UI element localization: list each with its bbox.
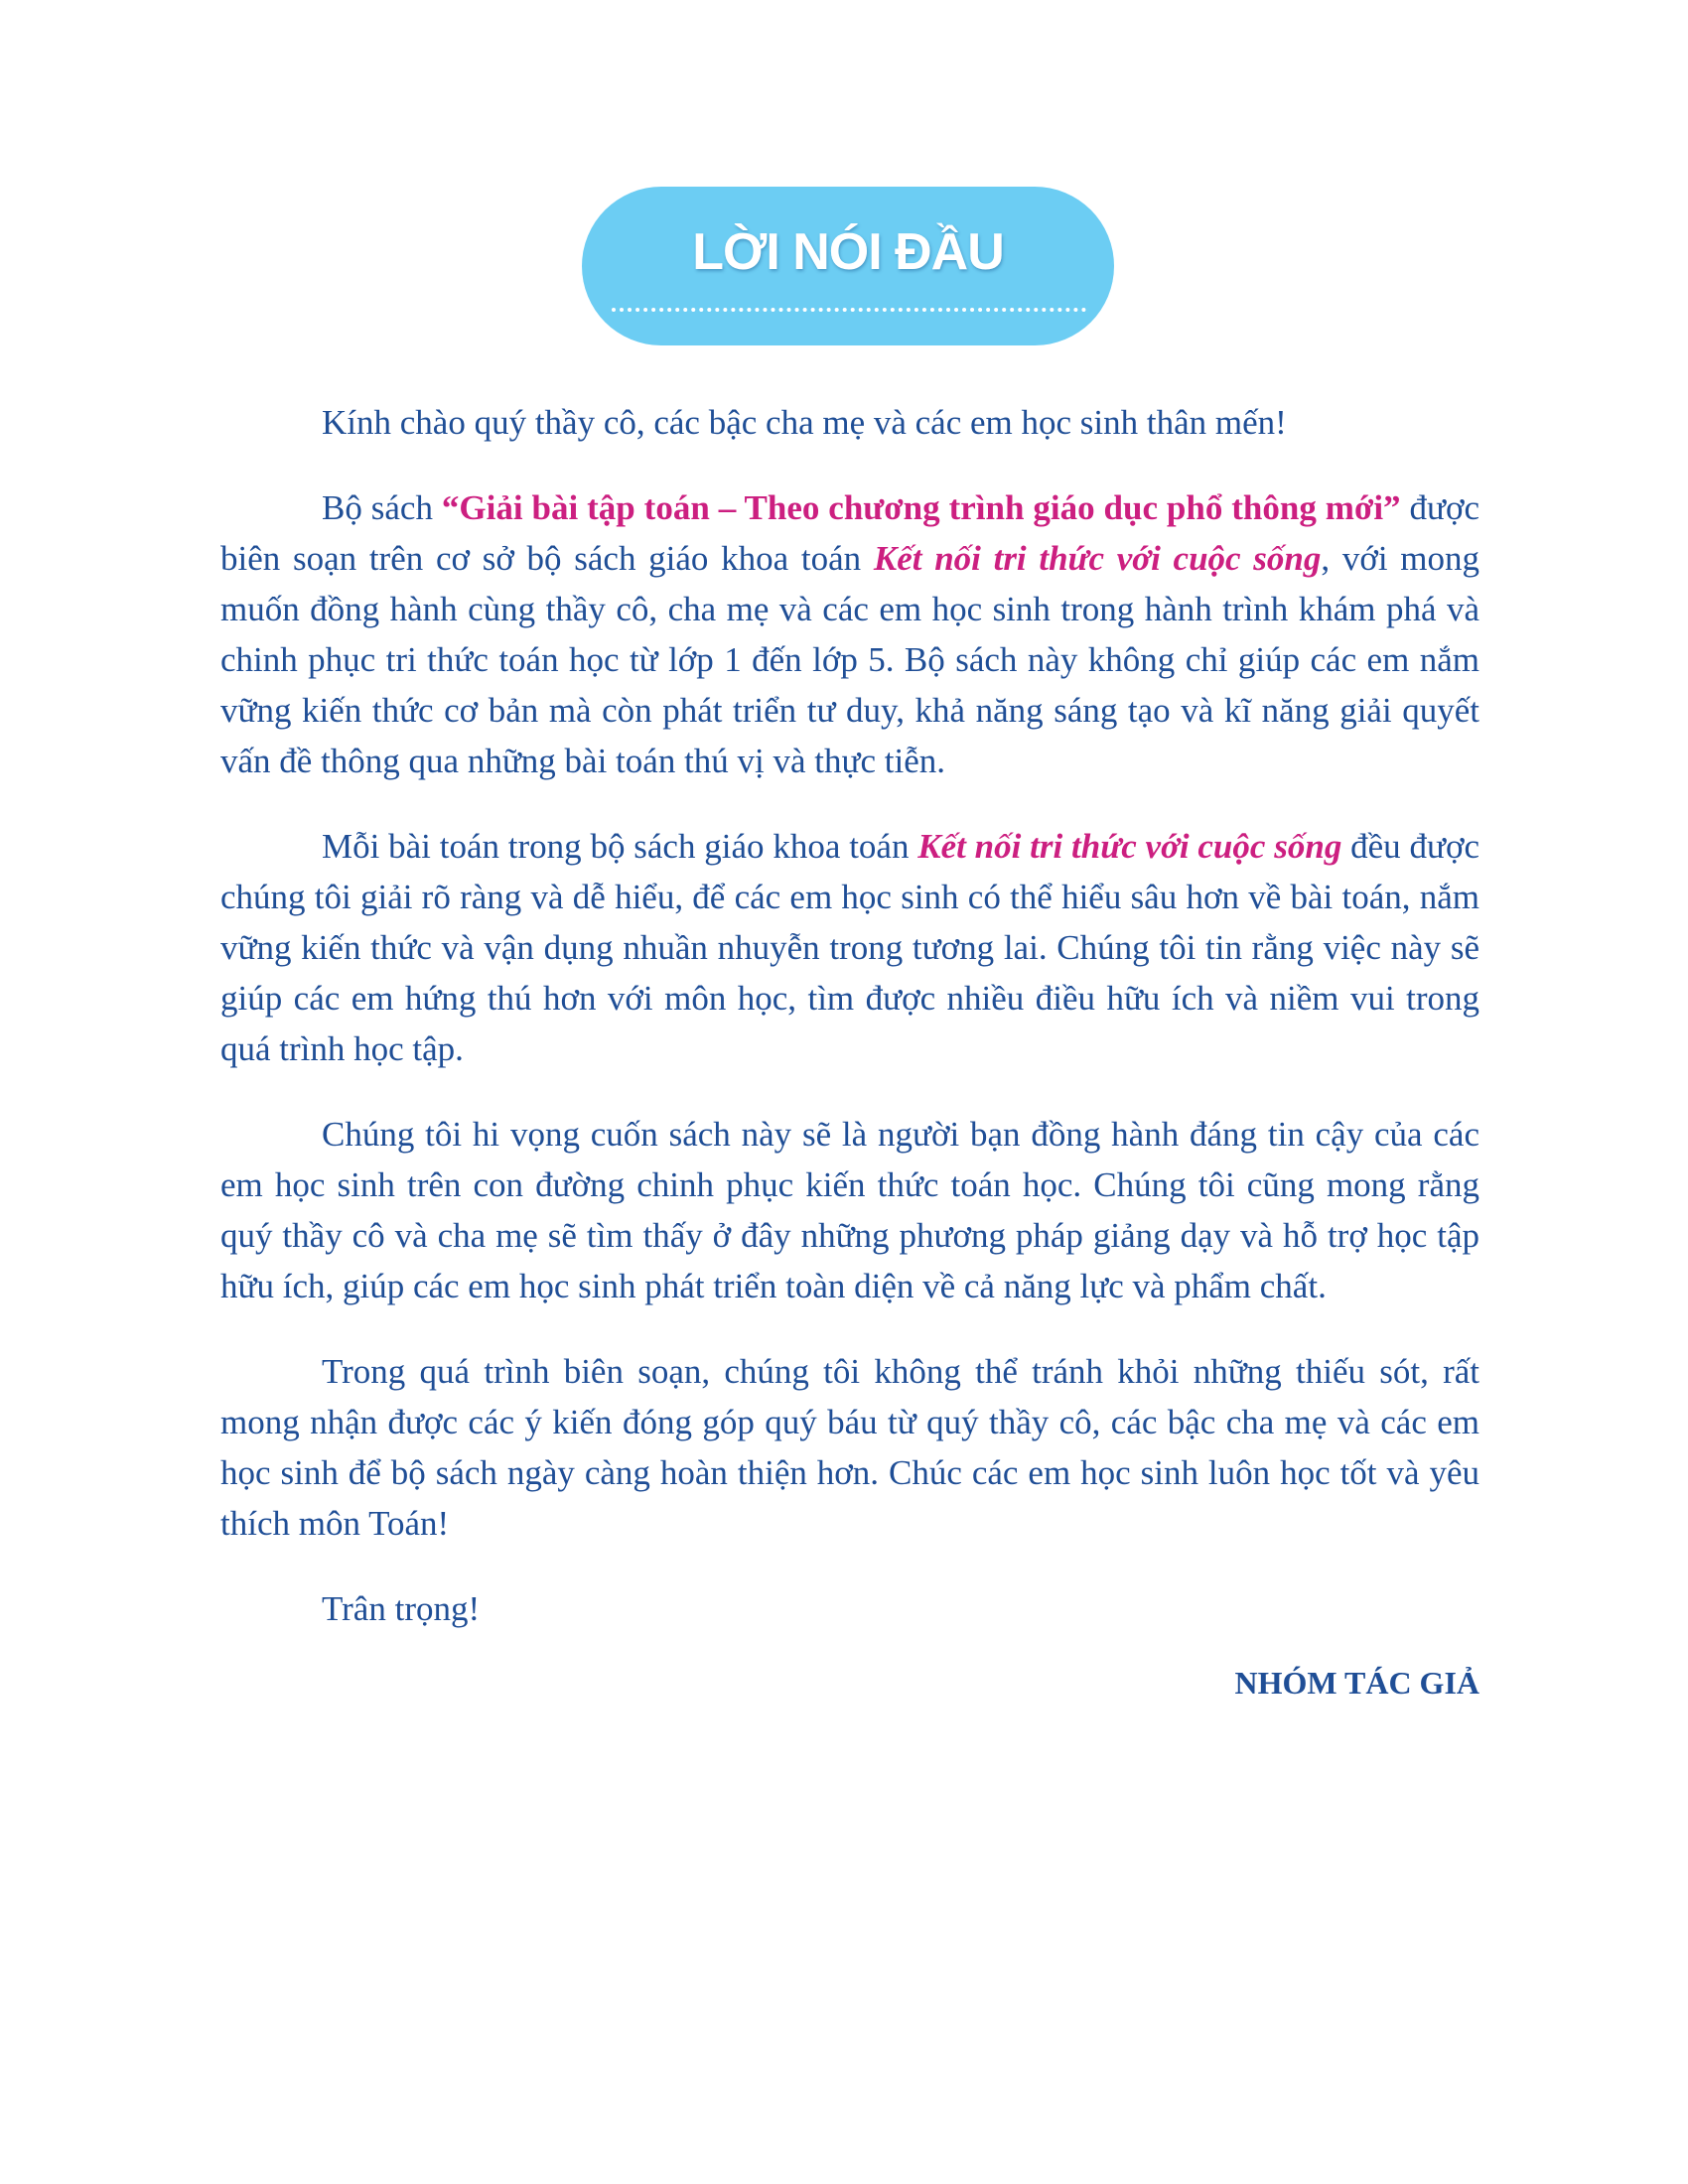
paragraph-3: Chúng tôi hi vọng cuốn sách này sẽ là người bạn đồng hành đáng tin cậy của các em học sinh trên con đường chinh phục kiến thức toán học. Chúng tôi cũng mong rằng quý thầy cô và cha mẹ sẽ tìm thấy ở đây những phương pháp giảng dạy và hỗ trợ học tập hữu ích, giúp các em học sinh phát triển toàn diện về cả năng lực và phẩm chất. [220, 1115, 1479, 1305]
paragraph-1 [220, 482, 1479, 786]
preface-body [220, 397, 1479, 1669]
page-title: LỜI NÓI ĐẦU [692, 223, 1004, 281]
title-dotted-divider [612, 308, 1086, 312]
paragraph-1-text-c: , với mong muốn đồng hành cùng thầy cô, cha mẹ và các em học sinh trong hành trình khám phá và chinh phục tri thức toán học từ lớp 1 đến lớp 5. Bộ sách này không chỉ giúp các em nắm vững kiến thức cơ bản mà còn phát triển tư duy, khả năng sáng tạo và kĩ năng giải quyết vấn đề thông qua những bài toán thú vị và thực tiễn. [220, 539, 1480, 780]
paragraph-4: Trong quá trình biên soạn, chúng tôi không thể tránh khỏi những thiếu sót, rất mong nhận được các ý kiến đóng góp quý báu từ quý thầy cô, các bậc cha mẹ và các em học sinh để bộ sách ngày càng hoàn thiện hơn. Chúc các em học sinh luôn học tốt và yêu thích môn Toán! [220, 1352, 1479, 1543]
author-signature: NHÓM TÁC GIẢ [1234, 1665, 1479, 1701]
paragraph-1-text-b: được biên soạn trên cơ sở bộ sách giáo khoa toán [220, 488, 1479, 578]
closing-line: Trân trọng! [322, 1589, 481, 1628]
paragraph-2 [220, 821, 1479, 1074]
paragraph-1-text-a: Bộ sách [322, 488, 442, 527]
paragraph-2-text-a: Mỗi bài toán trong bộ sách giáo khoa toán [322, 827, 918, 866]
paragraph-2-text-b: đều được chúng tôi giải rõ ràng và dễ hiểu, để các em học sinh có thể hiểu sâu hơn về bài toán, nắm vững kiến thức và vận dụng nhuần nhuyễn trong tương lai. Chúng tôi tin rằng việc này sẽ giúp các em hứng thú hơn với môn học, tìm được nhiều điều hữu ích và niềm vui trong quá trình học tập. [220, 827, 1480, 1068]
series-name: Kết nối tri thức với cuộc sống [917, 827, 1342, 866]
book-title: “Giải bài tập toán – Theo chương trình giáo dục phổ thông mới” [441, 488, 1401, 527]
greeting-paragraph: Kính chào quý thầy cô, các bậc cha mẹ và các em học sinh thân mến! [322, 403, 1287, 442]
series-name: Kết nối tri thức với cuộc sống [873, 539, 1322, 578]
title-banner [582, 187, 1114, 345]
